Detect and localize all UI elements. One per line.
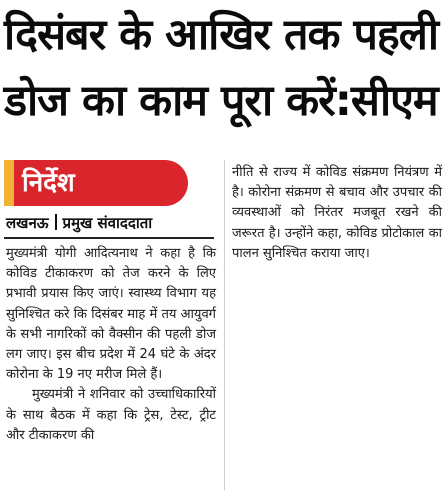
byline-city: लखनऊ: [6, 214, 49, 232]
article-paragraph: मुख्यमंत्री ने शनिवार को उच्चाधिकारियों के साथ बैठक में कहा कि ट्रेस, टेस्ट, ट्रीट और टीकाकरण की: [6, 387, 216, 443]
byline-separator: [55, 214, 57, 230]
byline-reporter: प्रमुख संवाददाता: [62, 214, 153, 232]
article-column-left: [6, 244, 216, 446]
byline: [6, 213, 152, 233]
headline-line-2: डोज का काम पूरा करें:सीएम: [4, 76, 438, 126]
section-tag: [4, 160, 188, 206]
section-tag-accent-bar: [4, 160, 14, 206]
headline-line-1: दिसंबर के आखिर तक पहली: [4, 10, 439, 60]
article-paragraph: मुख्यमंत्री योगी आदित्यनाथ ने कहा है कि कोविड टीकाकरण को तेज करने के लिए प्रभावी प्रयास किए जाएं। स्वास्थ्य विभाग यह सुनिश्चित करे कि दिसंबर माह में तय आयुवर्ग के सभी नागरिकों को वैक्सीन की पहली डोज लग जाए। इस बीच प्रदेश में 24 घंटे के अंदर कोरोना के 19 नए मरीज मिले हैं।: [6, 246, 216, 383]
column-divider: [224, 160, 225, 490]
section-tag-label: निर्देश: [22, 168, 75, 198]
article-paragraph: नीति से राज्य में कोविड संक्रमण नियंत्रण में है। कोरोना संक्रमण से बचाव और उपचार की व्यवस्थाओं को निरंतर मजबूत रखने की जरूरत है। उन्होंने कहा, कोविड प्रोटोकाल का पालन सुनिश्चित कराया जाए।: [232, 165, 442, 261]
byline-rule: [4, 237, 214, 239]
article-column-right: [232, 163, 442, 264]
